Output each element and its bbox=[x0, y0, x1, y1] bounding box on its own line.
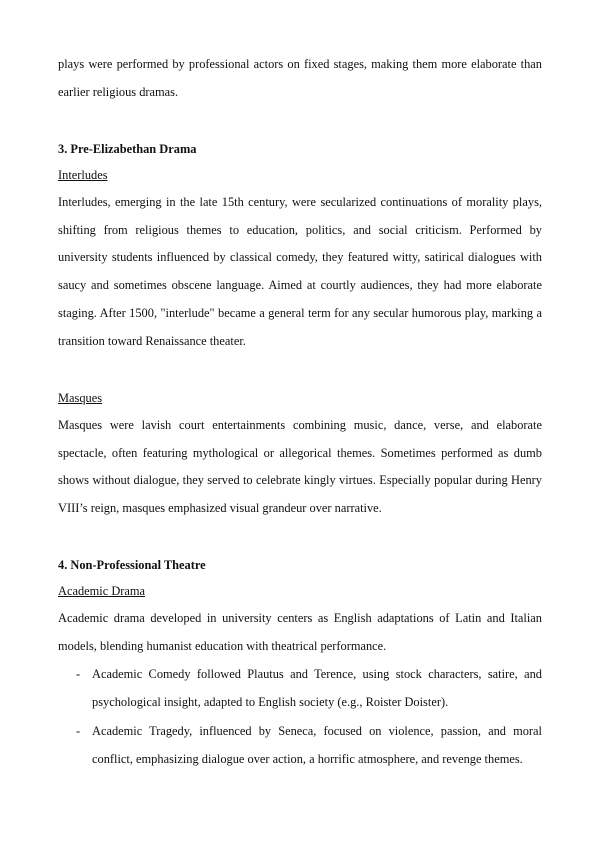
academic-drama-subheading: Academic Drama bbox=[58, 584, 146, 598]
bullet-academic-tragedy: Academic Tragedy, influenced by Seneca, focused on violence, passion, and moral conflict, emphasizing dialogue over action, a horrific atmosphere, and revenge themes. bbox=[92, 724, 542, 766]
masques-subheading: Masques bbox=[58, 391, 103, 405]
interludes-subheading: Interludes bbox=[58, 168, 108, 182]
bullet-marker: - bbox=[76, 724, 81, 738]
interludes-paragraph: Interludes, emerging in the late 15th century, were secularized continuations of morality plays, shifting from religious themes to education, politics, and social criticism. Performed by university students influenced by classical comedy, they featured witty, satirical dialogues with saucy and sometimes obscene language. Aimed at courtly audiences, they had more elaborate staging. After 1500, "interlude" became a general term for any secular humorous play, marking a transition toward Renaissance theater. bbox=[58, 195, 542, 348]
bullet-marker: - bbox=[76, 667, 81, 681]
section-4-heading: 4. Non-Professional Theatre bbox=[58, 558, 206, 572]
academic-drama-paragraph: Academic drama developed in university centers as English adaptations of Latin and Italian models, blending humanist education with theatrical performance. bbox=[58, 611, 542, 653]
bullet-academic-comedy: Academic Comedy followed Plautus and Terence, using stock characters, satire, and psychological insight, adapted to English society (e.g., Roister Doister). bbox=[92, 667, 542, 709]
masques-paragraph: Masques were lavish court entertainments combining music, dance, verse, and elaborate spectacle, often featuring mythological or allegorical themes. Sometimes performed as dumb shows without dialogue, they served to celebrate kingly virtues. Especially popular during Henry VIII’s reign, masques emphasized visual grandeur over narrative. bbox=[58, 418, 542, 516]
intro-paragraph: plays were performed by professional actors on fixed stages, making them more elaborate than earlier religious dramas. bbox=[58, 57, 542, 99]
section-3-heading: 3. Pre-Elizabethan Drama bbox=[58, 142, 197, 156]
